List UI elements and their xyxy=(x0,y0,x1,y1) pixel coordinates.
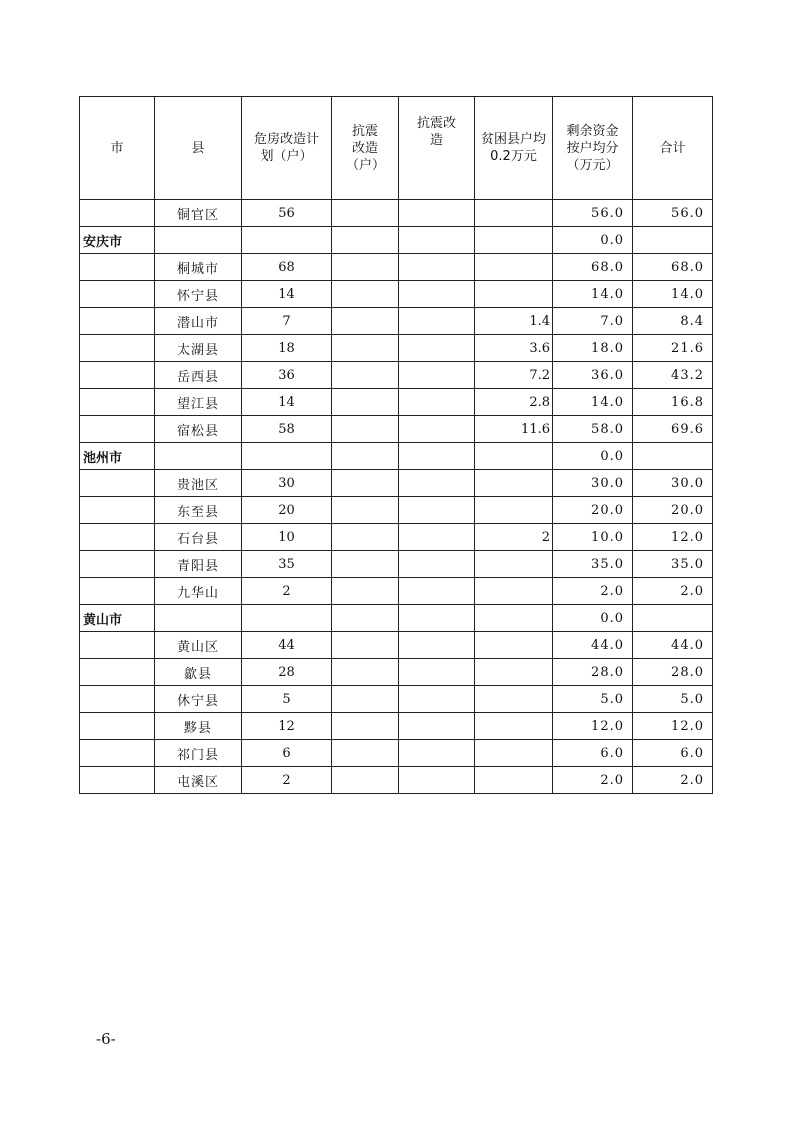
cell-poor-avg xyxy=(475,605,553,632)
cell-plan: 5 xyxy=(242,686,332,713)
header-county: 县 xyxy=(155,97,242,200)
cell-total: 8.4 xyxy=(633,308,713,335)
cell-poor-avg: 2.8 xyxy=(475,389,553,416)
table-row xyxy=(80,227,713,254)
cell-plan: 44 xyxy=(242,632,332,659)
cell-quake-households xyxy=(332,497,399,524)
cell-city: 池州市 xyxy=(80,443,155,470)
cell-plan: 2 xyxy=(242,767,332,794)
table-row xyxy=(80,767,713,794)
cell-county: 铜官区 xyxy=(155,200,242,227)
cell-county: 贵池区 xyxy=(155,470,242,497)
table-row xyxy=(80,578,713,605)
cell-city xyxy=(80,389,155,416)
cell-remaining-avg: 35.0 xyxy=(553,551,633,578)
cell-county: 休宁县 xyxy=(155,686,242,713)
cell-county: 青阳县 xyxy=(155,551,242,578)
cell-total: 56.0 xyxy=(633,200,713,227)
cell-county: 东至县 xyxy=(155,497,242,524)
cell-total: 35.0 xyxy=(633,551,713,578)
cell-plan: 68 xyxy=(242,254,332,281)
table-row xyxy=(80,254,713,281)
cell-plan: 14 xyxy=(242,389,332,416)
cell-quake-reform xyxy=(399,227,475,254)
cell-total: 43.2 xyxy=(633,362,713,389)
cell-quake-households xyxy=(332,740,399,767)
header-remaining-avg: 剩余资金按户均分（万元） xyxy=(553,97,633,200)
cell-quake-households xyxy=(332,308,399,335)
cell-quake-households xyxy=(332,578,399,605)
cell-quake-households xyxy=(332,551,399,578)
cell-quake-households xyxy=(332,227,399,254)
cell-county: 石台县 xyxy=(155,524,242,551)
cell-plan: 35 xyxy=(242,551,332,578)
cell-total: 12.0 xyxy=(633,524,713,551)
cell-poor-avg xyxy=(475,497,553,524)
cell-total xyxy=(633,227,713,254)
cell-county: 潜山市 xyxy=(155,308,242,335)
cell-total: 30.0 xyxy=(633,470,713,497)
cell-plan: 10 xyxy=(242,524,332,551)
cell-poor-avg xyxy=(475,470,553,497)
cell-poor-avg xyxy=(475,767,553,794)
cell-remaining-avg: 30.0 xyxy=(553,470,633,497)
cell-quake-reform xyxy=(399,659,475,686)
cell-quake-reform xyxy=(399,632,475,659)
cell-poor-avg xyxy=(475,578,553,605)
table-row xyxy=(80,308,713,335)
cell-poor-avg: 3.6 xyxy=(475,335,553,362)
cell-quake-reform xyxy=(399,497,475,524)
table-row xyxy=(80,524,713,551)
cell-county xyxy=(155,227,242,254)
cell-city xyxy=(80,362,155,389)
cell-quake-households xyxy=(332,416,399,443)
cell-poor-avg xyxy=(475,659,553,686)
cell-quake-households xyxy=(332,335,399,362)
cell-total xyxy=(633,443,713,470)
cell-remaining-avg: 20.0 xyxy=(553,497,633,524)
cell-quake-reform xyxy=(399,551,475,578)
cell-quake-reform xyxy=(399,470,475,497)
cell-county: 怀宁县 xyxy=(155,281,242,308)
cell-plan: 2 xyxy=(242,578,332,605)
cell-quake-households xyxy=(332,767,399,794)
cell-remaining-avg: 12.0 xyxy=(553,713,633,740)
cell-county: 太湖县 xyxy=(155,335,242,362)
cell-total: 28.0 xyxy=(633,659,713,686)
cell-city xyxy=(80,686,155,713)
cell-plan: 28 xyxy=(242,659,332,686)
cell-quake-reform xyxy=(399,308,475,335)
cell-poor-avg xyxy=(475,227,553,254)
cell-county: 黟县 xyxy=(155,713,242,740)
header-plan: 危房改造计划（户） xyxy=(242,97,332,200)
cell-total: 5.0 xyxy=(633,686,713,713)
header-poor-avg: 贫困县户均0.2万元 xyxy=(475,97,553,200)
cell-county: 黄山区 xyxy=(155,632,242,659)
cell-county xyxy=(155,605,242,632)
cell-total: 21.6 xyxy=(633,335,713,362)
cell-total: 2.0 xyxy=(633,767,713,794)
cell-quake-households xyxy=(332,200,399,227)
cell-city xyxy=(80,551,155,578)
cell-plan: 7 xyxy=(242,308,332,335)
cell-city xyxy=(80,308,155,335)
cell-plan xyxy=(242,443,332,470)
table-row xyxy=(80,497,713,524)
cell-city xyxy=(80,470,155,497)
cell-remaining-avg: 2.0 xyxy=(553,578,633,605)
cell-poor-avg xyxy=(475,254,553,281)
cell-remaining-avg: 10.0 xyxy=(553,524,633,551)
cell-remaining-avg: 18.0 xyxy=(553,335,633,362)
cell-remaining-avg: 36.0 xyxy=(553,362,633,389)
cell-city xyxy=(80,200,155,227)
cell-quake-reform xyxy=(399,443,475,470)
cell-poor-avg xyxy=(475,551,553,578)
cell-quake-reform xyxy=(399,686,475,713)
cell-remaining-avg: 2.0 xyxy=(553,767,633,794)
cell-county: 九华山 xyxy=(155,578,242,605)
cell-county: 岳西县 xyxy=(155,362,242,389)
cell-quake-reform xyxy=(399,389,475,416)
table-row xyxy=(80,362,713,389)
cell-quake-households xyxy=(332,389,399,416)
cell-quake-households xyxy=(332,470,399,497)
cell-plan: 6 xyxy=(242,740,332,767)
table-row xyxy=(80,470,713,497)
header-city: 市 xyxy=(80,97,155,200)
cell-county xyxy=(155,443,242,470)
cell-remaining-avg: 14.0 xyxy=(553,281,633,308)
cell-plan xyxy=(242,227,332,254)
cell-city: 黄山市 xyxy=(80,605,155,632)
cell-city xyxy=(80,632,155,659)
cell-city xyxy=(80,524,155,551)
cell-plan: 18 xyxy=(242,335,332,362)
table-row xyxy=(80,605,713,632)
cell-city xyxy=(80,497,155,524)
cell-county: 望江县 xyxy=(155,389,242,416)
cell-quake-reform xyxy=(399,281,475,308)
table-row xyxy=(80,686,713,713)
cell-remaining-avg: 28.0 xyxy=(553,659,633,686)
cell-quake-households xyxy=(332,524,399,551)
cell-plan xyxy=(242,605,332,632)
table-row xyxy=(80,200,713,227)
cell-remaining-avg: 6.0 xyxy=(553,740,633,767)
cell-quake-households xyxy=(332,686,399,713)
cell-quake-households xyxy=(332,254,399,281)
cell-remaining-avg: 14.0 xyxy=(553,389,633,416)
table-body xyxy=(80,200,713,794)
cell-total: 44.0 xyxy=(633,632,713,659)
table-row xyxy=(80,416,713,443)
header-quake-reform: 抗震改造 xyxy=(399,97,475,200)
table-row xyxy=(80,713,713,740)
cell-remaining-avg: 56.0 xyxy=(553,200,633,227)
cell-poor-avg xyxy=(475,200,553,227)
cell-city xyxy=(80,416,155,443)
cell-county: 歙县 xyxy=(155,659,242,686)
cell-total: 6.0 xyxy=(633,740,713,767)
cell-quake-households xyxy=(332,362,399,389)
cell-plan: 12 xyxy=(242,713,332,740)
cell-quake-reform xyxy=(399,200,475,227)
cell-poor-avg: 1.4 xyxy=(475,308,553,335)
cell-total: 16.8 xyxy=(633,389,713,416)
cell-poor-avg xyxy=(475,443,553,470)
cell-quake-reform xyxy=(399,605,475,632)
table-row xyxy=(80,335,713,362)
cell-quake-households xyxy=(332,713,399,740)
cell-remaining-avg: 0.0 xyxy=(553,443,633,470)
cell-quake-reform xyxy=(399,524,475,551)
cell-city xyxy=(80,740,155,767)
page-number: -6- xyxy=(96,1030,116,1048)
cell-total: 12.0 xyxy=(633,713,713,740)
cell-county: 屯溪区 xyxy=(155,767,242,794)
cell-quake-reform xyxy=(399,335,475,362)
cell-city xyxy=(80,578,155,605)
cell-total: 69.6 xyxy=(633,416,713,443)
table-row xyxy=(80,281,713,308)
cell-city xyxy=(80,713,155,740)
cell-quake-reform xyxy=(399,362,475,389)
cell-remaining-avg: 5.0 xyxy=(553,686,633,713)
cell-total xyxy=(633,605,713,632)
table-row xyxy=(80,632,713,659)
cell-poor-avg xyxy=(475,686,553,713)
table-row xyxy=(80,389,713,416)
cell-plan: 20 xyxy=(242,497,332,524)
cell-poor-avg: 7.2 xyxy=(475,362,553,389)
cell-plan: 58 xyxy=(242,416,332,443)
cell-county: 桐城市 xyxy=(155,254,242,281)
cell-city xyxy=(80,281,155,308)
cell-poor-avg xyxy=(475,713,553,740)
header-row xyxy=(80,97,713,200)
cell-plan: 30 xyxy=(242,470,332,497)
cell-remaining-avg: 0.0 xyxy=(553,605,633,632)
cell-poor-avg: 2 xyxy=(475,524,553,551)
cell-plan: 36 xyxy=(242,362,332,389)
cell-quake-reform xyxy=(399,767,475,794)
cell-quake-reform xyxy=(399,578,475,605)
header-quake-households: 抗震改造（户） xyxy=(332,97,399,200)
cell-total: 2.0 xyxy=(633,578,713,605)
cell-quake-households xyxy=(332,659,399,686)
cell-poor-avg xyxy=(475,740,553,767)
cell-city xyxy=(80,254,155,281)
cell-total: 14.0 xyxy=(633,281,713,308)
cell-remaining-avg: 44.0 xyxy=(553,632,633,659)
cell-plan: 14 xyxy=(242,281,332,308)
cell-poor-avg: 11.6 xyxy=(475,416,553,443)
cell-quake-households xyxy=(332,605,399,632)
table-row xyxy=(80,740,713,767)
cell-city: 安庆市 xyxy=(80,227,155,254)
header-total: 合计 xyxy=(633,97,713,200)
cell-county: 宿松县 xyxy=(155,416,242,443)
cell-city xyxy=(80,335,155,362)
table-row xyxy=(80,659,713,686)
table-row xyxy=(80,443,713,470)
cell-remaining-avg: 68.0 xyxy=(553,254,633,281)
cell-quake-reform xyxy=(399,254,475,281)
cell-city xyxy=(80,767,155,794)
cell-poor-avg xyxy=(475,281,553,308)
cell-total: 20.0 xyxy=(633,497,713,524)
cell-quake-households xyxy=(332,443,399,470)
cell-quake-reform xyxy=(399,740,475,767)
cell-county: 祁门县 xyxy=(155,740,242,767)
cell-plan: 56 xyxy=(242,200,332,227)
cell-remaining-avg: 7.0 xyxy=(553,308,633,335)
cell-remaining-avg: 0.0 xyxy=(553,227,633,254)
cell-remaining-avg: 58.0 xyxy=(553,416,633,443)
cell-quake-households xyxy=(332,632,399,659)
cell-total: 68.0 xyxy=(633,254,713,281)
allocation-table xyxy=(79,96,713,794)
cell-city xyxy=(80,659,155,686)
table-row xyxy=(80,551,713,578)
cell-quake-households xyxy=(332,281,399,308)
cell-quake-reform xyxy=(399,416,475,443)
cell-poor-avg xyxy=(475,632,553,659)
cell-quake-reform xyxy=(399,713,475,740)
